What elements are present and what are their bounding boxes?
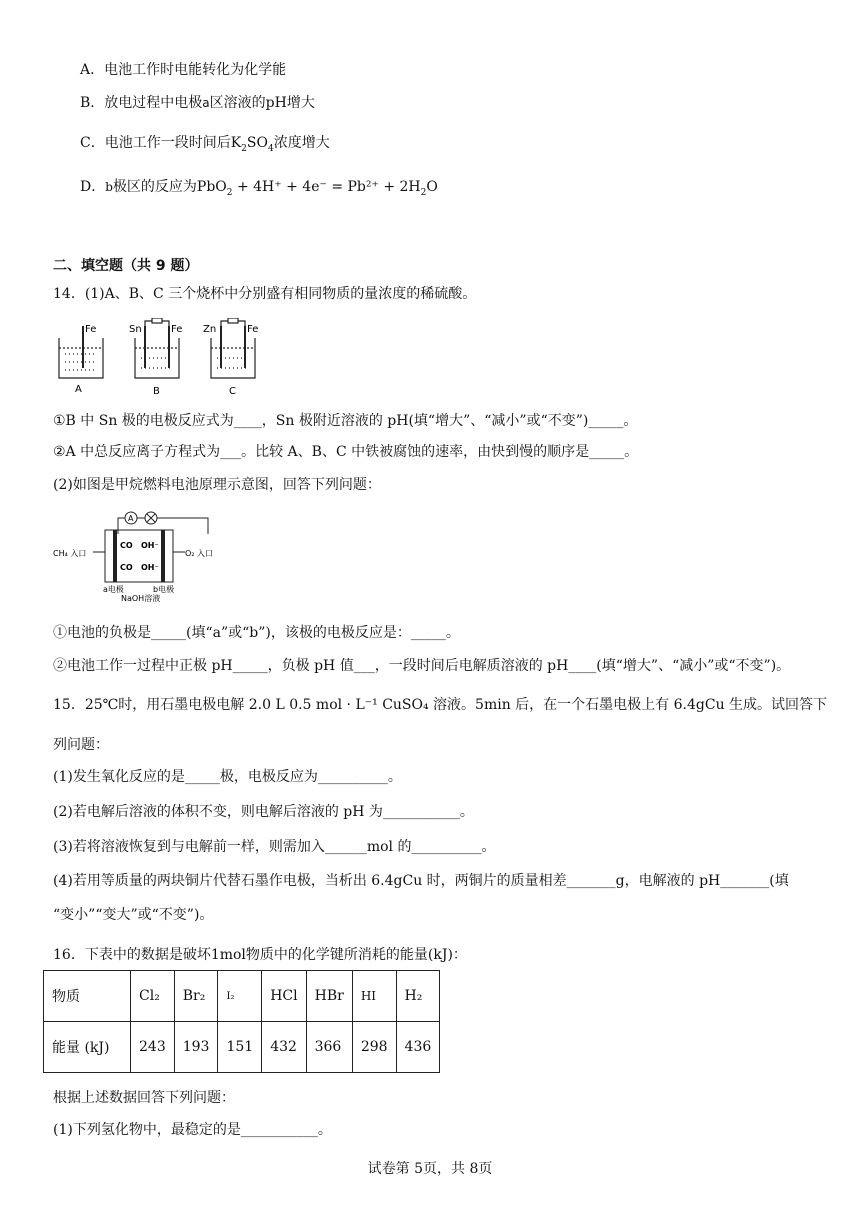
beaker-a-label: A xyxy=(75,384,82,395)
q14-item-3: ①电池的负极是_____(填“a”或“b”)，该极的电极反应是：_____。 xyxy=(53,625,460,641)
beaker-a xyxy=(59,326,103,378)
q15-part-4b: “变小”“变大”或“不变”)。 xyxy=(53,907,214,923)
fe-label-c: Fe xyxy=(247,324,259,335)
table-cell: HCl xyxy=(262,971,306,1022)
table-row xyxy=(44,971,440,1022)
table-cell: 432 xyxy=(262,1022,306,1073)
co-label-1: CO xyxy=(120,541,133,550)
ch4-inlet-label: CH₄ 入口 xyxy=(53,549,87,558)
option-b: B．放电过程中电极a区溶液的pH增大 xyxy=(80,95,315,111)
beaker-b-label: B xyxy=(153,386,160,397)
beakers-figure xyxy=(53,318,273,398)
table-cell: Br₂ xyxy=(174,971,218,1022)
table-cell: H₂ xyxy=(396,971,440,1022)
table-cell: 366 xyxy=(306,1022,352,1073)
bond-energy-table xyxy=(43,970,440,1073)
table-cell: 151 xyxy=(218,1022,262,1073)
q15-part-2: (2)若电解后溶液的体积不变，则电解后溶液的 pH 为___________。 xyxy=(53,804,474,820)
table-cell: 193 xyxy=(174,1022,218,1073)
naoh-label: NaOH溶液 xyxy=(121,594,161,602)
q15-part-4: (4)若用等质量的两块铜片代替石墨作电极，当析出 6.4gCu 时，两铜片的质量相差_______g，电解液的 pH_______(填 xyxy=(53,873,789,889)
q14-item-1: ①B 中 Sn 极的电极反应式为____，Sn 极附近溶液的 pH(填“增大”、“减小”或“不变”)_____。 xyxy=(53,413,638,429)
table-cell: 物质 xyxy=(44,971,131,1022)
table-cell: HBr xyxy=(306,971,352,1022)
fe-label-b: Fe xyxy=(171,324,183,335)
q14-item-2: ②A 中总反应离子方程式为___。比较 A、B、C 中铁被腐蚀的速率，由快到慢的顺序是_____。 xyxy=(53,444,639,460)
zn-label: Zn xyxy=(203,324,217,335)
oh-label-2: OH⁻ xyxy=(141,563,159,572)
b-electrode-label: b电极 xyxy=(153,585,175,594)
q14-intro: 14．(1)A、B、C 三个烧杯中分别盛有相同物质的量浓度的稀硫酸。 xyxy=(53,286,477,302)
co-label-2: CO xyxy=(120,563,133,572)
fuel-cell-figure xyxy=(53,506,223,602)
a-electrode-label: a电极 xyxy=(103,585,124,594)
o2-inlet-label: O₂ 入口 xyxy=(185,549,214,558)
q15-line-2: 列问题： xyxy=(53,737,109,753)
table-cell: 298 xyxy=(352,1022,396,1073)
option-d: D．b极区的反应为$PbO_2 + 4H^+ + 4e^- = Pb^{2+} + 2H_2O$ xyxy=(80,179,438,198)
oh-label-1: OH⁻ xyxy=(141,541,159,550)
table-cell: Cl₂ xyxy=(131,971,175,1022)
ammeter-label: A xyxy=(128,514,134,523)
sn-label: Sn xyxy=(129,324,142,335)
table-cell: HI xyxy=(352,971,396,1022)
q14-item-4: ②电池工作一过程中正极 pH_____，负极 pH 值___，一段时间后电解质溶液的 pH____(填“增大”、“减小”或“不变”)。 xyxy=(53,658,791,674)
q15-part-1: (1)发生氧化反应的是_____极，电极反应为__________。 xyxy=(53,769,402,785)
table-cell: 243 xyxy=(131,1022,175,1073)
q14-part-2: (2)如图是甲烷燃料电池原理示意图，回答下列问题： xyxy=(53,477,381,493)
q16-intro: 16．下表中的数据是破坏1mol物质中的化学键所消耗的能量(kJ)： xyxy=(53,947,467,963)
q15-part-3: (3)若将溶液恢复到与电解前一样，则需加入______mol 的__________。 xyxy=(53,839,496,855)
option-c: C．电池工作一段时间后$K_2SO_4$浓度增大 xyxy=(80,135,330,154)
beaker-c-label: C xyxy=(229,386,236,397)
q16-part-1: (1)下列氢化物中，最稳定的是___________。 xyxy=(53,1122,332,1138)
table-row xyxy=(44,1022,440,1073)
section-title: 二、填空题（共 9 题） xyxy=(53,258,199,274)
option-a: A．电池工作时电能转化为化学能 xyxy=(80,62,287,78)
table-cell: I₂ xyxy=(218,971,262,1022)
q16-after: 根据上述数据回答下列问题： xyxy=(53,1090,235,1106)
page-footer: 试卷第 5页，共 8页 xyxy=(367,1161,493,1177)
fe-label-a: Fe xyxy=(85,324,97,335)
q15-line-1: 15．25℃时，用石墨电极电解 2.0 L 0.5 mol · L⁻¹ CuSO₄ 溶液。5min 后，在一个石墨电极上有 6.4gCu 生成。试回答下 xyxy=(53,697,828,713)
table-cell: 能量 (kJ) xyxy=(44,1022,131,1073)
table-cell: 436 xyxy=(396,1022,440,1073)
